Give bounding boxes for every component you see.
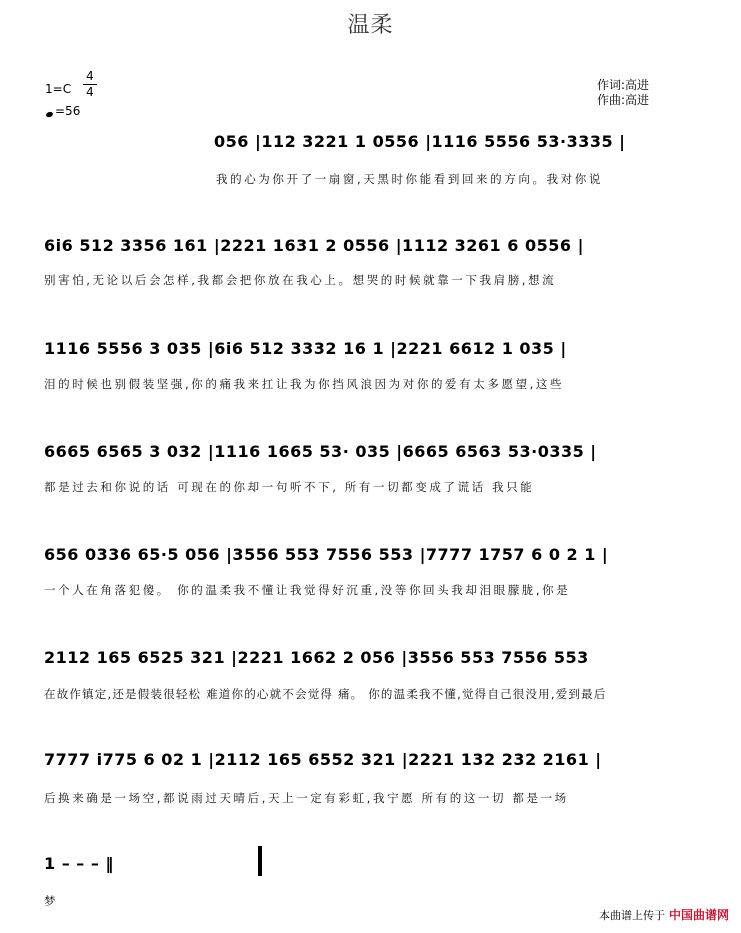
score-line-2: 6i6 512 3356 161 |2221 1631 2 0556 |1112 3261 6 0556 | [44,236,584,255]
lyric-line-7: 后换来确是一场空,都说雨过天晴后,天上一定有彩虹,我宁愿 所有的这一切 都是一场 [44,791,569,805]
score-line-5: 656 0336 65·5 056 |3556 553 7556 553 |7777 1757 6 0 2 1 | [44,545,609,564]
score-line-7: 7777 i775 6 02 1 |2112 165 6552 321 |2221 132 232 2161 | [44,750,602,769]
score-line-4: 6665 6565 3 032 |1116 1665 53· 035 |6665 6563 53·0335 | [44,442,597,461]
composer-credit: 作曲:高进 [597,93,650,107]
lyric-line-1: 我的心为你开了一扇窗,天黑时你能看到回来的方向。我对你说 [216,172,603,186]
score-line-1: 056 |112 3221 1 0556 |1116 5556 53·3335 | [214,132,626,151]
score-line-8: 1 – – – ‖ [44,854,114,873]
final-barline [258,846,262,876]
lyric-line-2: 别害怕,无论以后会怎样,我都会把你放在我心上。想哭的时候就靠一下我肩膀,想流 [44,273,557,287]
lyric-line-3: 泪的时候也别假装坚强,你的痛我来扛让我为你挡风浪因为对你的爱有太多愿望,这些 [44,377,565,391]
score-line-6: 2112 165 6525 321 |2221 1662 2 056 |3556 553 7556 553 [44,648,589,667]
key-signature: 1=C [45,82,72,96]
lyric-line-6: 在故作镇定,还是假装很轻松 难道你的心就不会觉得 痛。 你的温柔我不懂,觉得自己很没用,爱到最后 [44,687,607,701]
footer-text: 本曲谱上传于 [598,909,665,922]
tempo-marking [46,104,80,118]
song-title: 温柔 [347,13,394,38]
time-signature-top: 4 [86,69,94,83]
footer [599,906,729,923]
score-line-3: 1116 5556 3 035 |6i6 512 3332 16 1 |2221 6612 1 035 | [44,339,567,358]
lyric-line-8: 梦 [44,894,59,908]
credits [597,78,649,108]
quarter-note-icon [45,111,53,118]
site-logo: 中国曲谱网 [668,908,729,922]
tempo-value: =56 [55,104,81,118]
lyric-line-4: 都是过去和你说的话 可现在的你却一句听不下, 所有一切都变成了谎话 我只能 [44,480,535,494]
time-signature [83,70,97,99]
lyric-line-5: 一个人在角落犯傻。 你的温柔我不懂让我觉得好沉重,没等你回头我却泪眼朦胧,你是 [44,583,571,597]
time-signature-bottom: 4 [86,85,94,99]
lyricist-credit: 作词:高进 [597,78,650,92]
